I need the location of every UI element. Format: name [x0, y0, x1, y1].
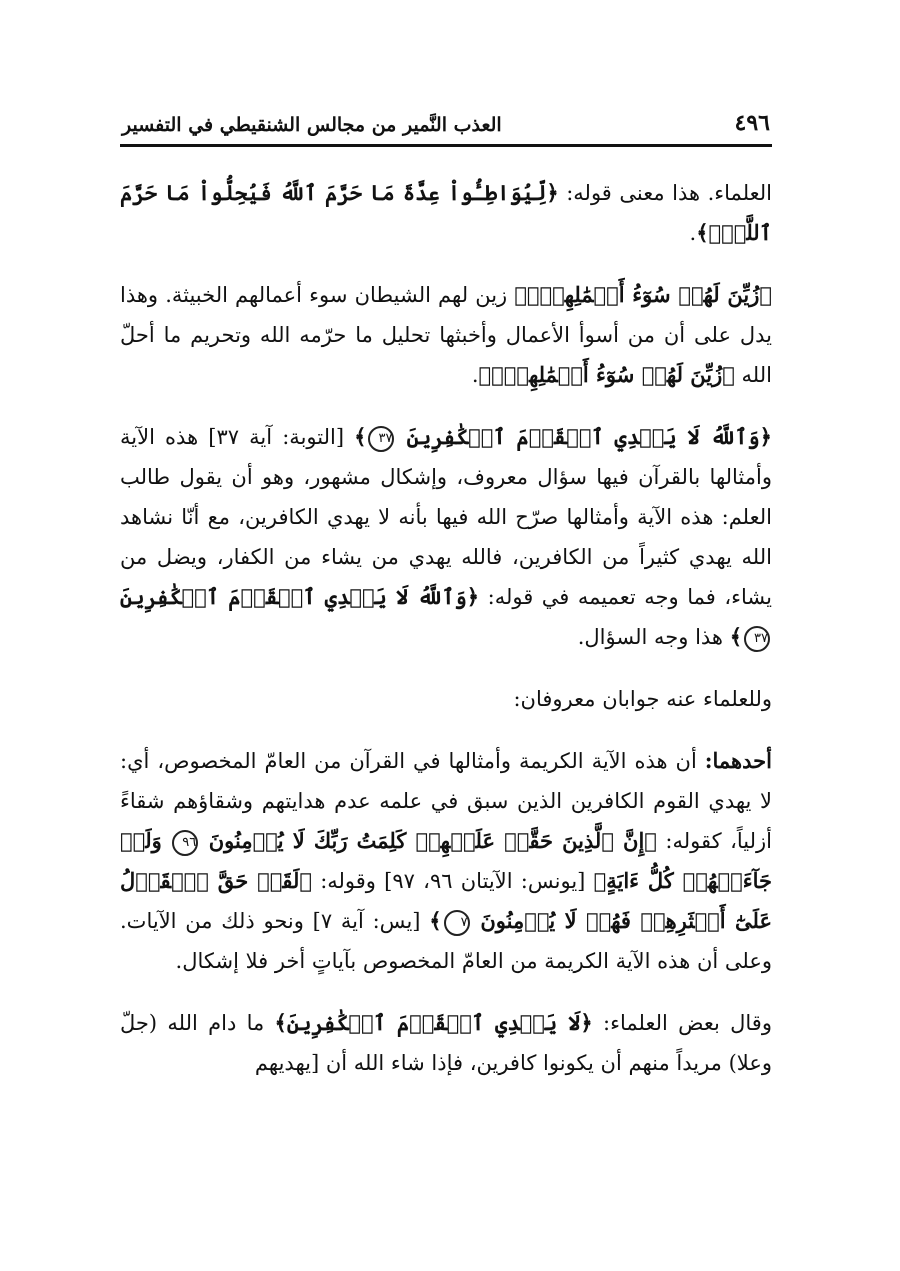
text: وللعلماء عنه جوابان معروفان:: [513, 687, 772, 711]
verse-number-marker: ٩٦: [172, 830, 198, 856]
verse-close-bracket: ﴾: [354, 424, 367, 449]
text: وقال بعض العلماء:: [603, 1011, 772, 1035]
quran-verse: ﴿زُيِّنَ لَهُمۡ سُوٓءُ أَعۡمَٰلِهِمۡۗ﴾: [478, 362, 735, 387]
paragraph-3: [120, 417, 772, 657]
book-title: العذب النَّمير من مجالس الشنقيطي في التفسير: [122, 114, 502, 136]
lead-word: أحدهما:: [704, 748, 772, 773]
book-page: [120, 100, 772, 1105]
quran-verse: ﴿وَٱللَّهُ لَا يَهۡدِي ٱلۡقَوۡمَ ٱلۡكَٰفِرِينَ: [120, 584, 480, 609]
running-header: [120, 100, 772, 147]
text: .: [471, 363, 479, 387]
text: أن هذه الآية الكريمة وأمثالها في القرآن من العامّ المخصوص، أي: لا يهدي القوم الكافرين الذين سبق في علمه عدم هدايتهم وشقاؤهم شقاءً أزلياً، كقوله:: [120, 749, 772, 853]
paragraph-2: [120, 275, 772, 395]
quran-verse: ﴿لِّيُوَاطِـُٔواْ عِدَّةَ مَا حَرَّمَ ٱللَّهُ فَيُحِلُّواْ مَا حَرَّمَ ٱللَّهُۚ﴾: [120, 180, 772, 245]
quran-verse: ﴿لَا يَهۡدِي ٱلۡقَوۡمَ ٱلۡكَٰفِرِينَ﴾: [274, 1010, 593, 1035]
text: هذا وجه السؤال.: [577, 625, 723, 649]
text: [التوبة: آية ٣٧] هذه الآية وأمثالها بالقرآن فيها سؤال معروف، وإشكال مشهور، وهو أن يقول طالب العلم: هذه الآية وأمثالها صرّح الله فيها بأنه لا يهدي الكافرين، مع أنّا نشاهد الله يهدي كثيراً من الكافرين، فالله يهدي من يشاء من الكفار، ويضل من يشاء، فما وجه تعميمه في قوله:: [120, 425, 772, 609]
verse-close-bracket: ﴾: [729, 624, 742, 649]
text: ما دام الله (جلّ وعلا) مريداً منهم أن يكونوا كافرين، فإذا شاء الله أن [يهديهم: [120, 1011, 772, 1075]
verse-number-marker: ٧: [444, 910, 470, 936]
paragraph-4: [120, 679, 772, 719]
paragraph-1: [120, 173, 772, 253]
text: .: [689, 221, 697, 245]
quran-verse: ﴿زُيِّنَ لَهُمۡ سُوٓءُ أَعۡمَٰلِهِمۡۗ﴾: [514, 282, 772, 307]
quran-verse: ﴿وَٱللَّهُ لَا يَهۡدِي ٱلۡقَوۡمَ ٱلۡكَٰفِرِينَ: [406, 424, 772, 449]
text: [يس: آية ٧] ونحو ذلك من الآيات. وعلى أن هذه الآية الكريمة من العامّ المخصوص بآياتٍ أخر فلا إشكال.: [120, 909, 772, 973]
paragraph-6: [120, 1003, 772, 1083]
quran-verse: ﴿إِنَّ ٱلَّذِينَ حَقَّتۡ عَلَيۡهِمۡ كَلِمَتُ رَبِّكَ لَا يُؤۡمِنُونَ: [208, 828, 657, 853]
text: العلماء. هذا معنى قوله:: [566, 181, 773, 205]
page-number: ٤٩٦: [734, 110, 770, 136]
text: زين لهم الشيطان سوء أعمالهم الخبيثة. وهذا يدل على أن من أسوأ الأعمال وأخبثها تحليل ما حرّمه الله وتحريم ما أحلّ الله: [120, 283, 772, 387]
verse-close-bracket: ﴾: [429, 908, 442, 933]
text: [يونس: الآيتان ٩٦، ٩٧] وقوله:: [320, 869, 586, 893]
verse-number-marker: ٣٧: [368, 426, 394, 452]
verse-number-marker: ٣٧: [744, 626, 770, 652]
quran-verse: ﴿لَقَدۡ حَقَّ ٱلۡقَوۡلُ عَلَىٰٓ أَكۡثَرِهِمۡ فَهُمۡ لَا يُؤۡمِنُونَ: [120, 868, 772, 933]
paragraph-5: [120, 741, 772, 981]
quran-verse: وَلَوۡ جَآءَتۡهُمۡ كُلُّ ءَايَةٍ﴾: [120, 828, 772, 893]
page-body: [120, 173, 772, 1083]
